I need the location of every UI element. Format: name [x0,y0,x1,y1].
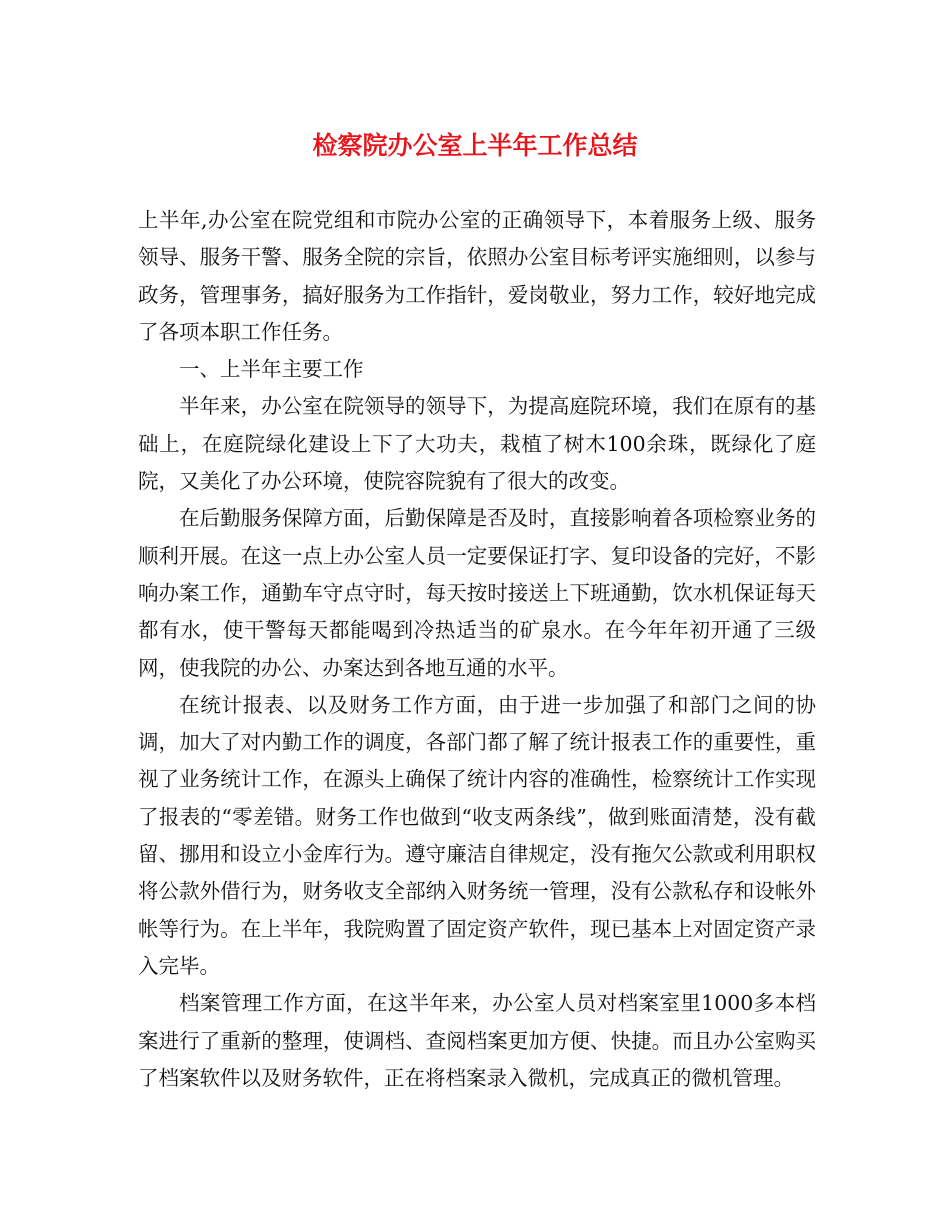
body-paragraph-greening: 半年来，办公室在院领导的领导下，为提高庭院环境，我们在原有的基础上，在庭院绿化建设上下了大功夫，栽植了树木100余珠，既绿化了庭院，又美化了办公环境，使院容院貌有了很大的改变。 [138,394,816,494]
body-paragraph-logistics: 在后勤服务保障方面，后勤保障是否及时，直接影响着各项检察业务的顺利开展。在这一点上办公室人员一定要保证打字、复印设备的完好，不影响办案工作，通勤车守点守时，每天按时接送上下班通勤，饮水机保证每天都有水，使干警每天都能喝到冷热适当的矿泉水。在今年年初开通了三级网，使我院的办公、办案达到各地互通的水平。 [138,506,816,680]
section-heading: 一、上半年主要工作 [179,357,364,382]
document-title: 检察院办公室上半年工作总结 [312,131,638,160]
document-body [138,202,816,1097]
intro-paragraph: 上半年,办公室在院党组和市院办公室的正确领导下，本着服务上级、服务领导、服务干警、服务全院的宗旨，依照办公室目标考评实施细则，以参与政务，管理事务，搞好服务为工作指针，爱岗敬业，努力工作，较好地完成了各项本职工作任务。 [138,208,816,344]
body-paragraph-archives: 档案管理工作方面，在这半年来，办公室人员对档案室里1000多本档案进行了重新的整理，使调档、查阅档案更加方便、快捷。而且办公室购买了档案软件以及财务软件，正在将档案录入微机，完成真正的微机管理。 [138,991,816,1090]
body-paragraph-statistics-finance: 在统计报表、以及财务工作方面，由于进一步加强了和部门之间的协调，加大了对内勤工作的调度，各部门都了解了统计报表工作的重要性，重视了业务统计工作，在源头上确保了统计内容的准确性，检察统计工作实现了报表的“零差错。财务工作也做到“收支两条线”，做到账面清楚，没有截留、挪用和设立小金库行为。遵守廉洁自律规定，没有拖欠公款或利用职权将公款外借行为，财务收支全部纳入财务统一管理，没有公款私存和设帐外帐等行为。在上半年，我院购置了固定资产软件，现已基本上对固定资产录入完毕。 [138,692,816,978]
